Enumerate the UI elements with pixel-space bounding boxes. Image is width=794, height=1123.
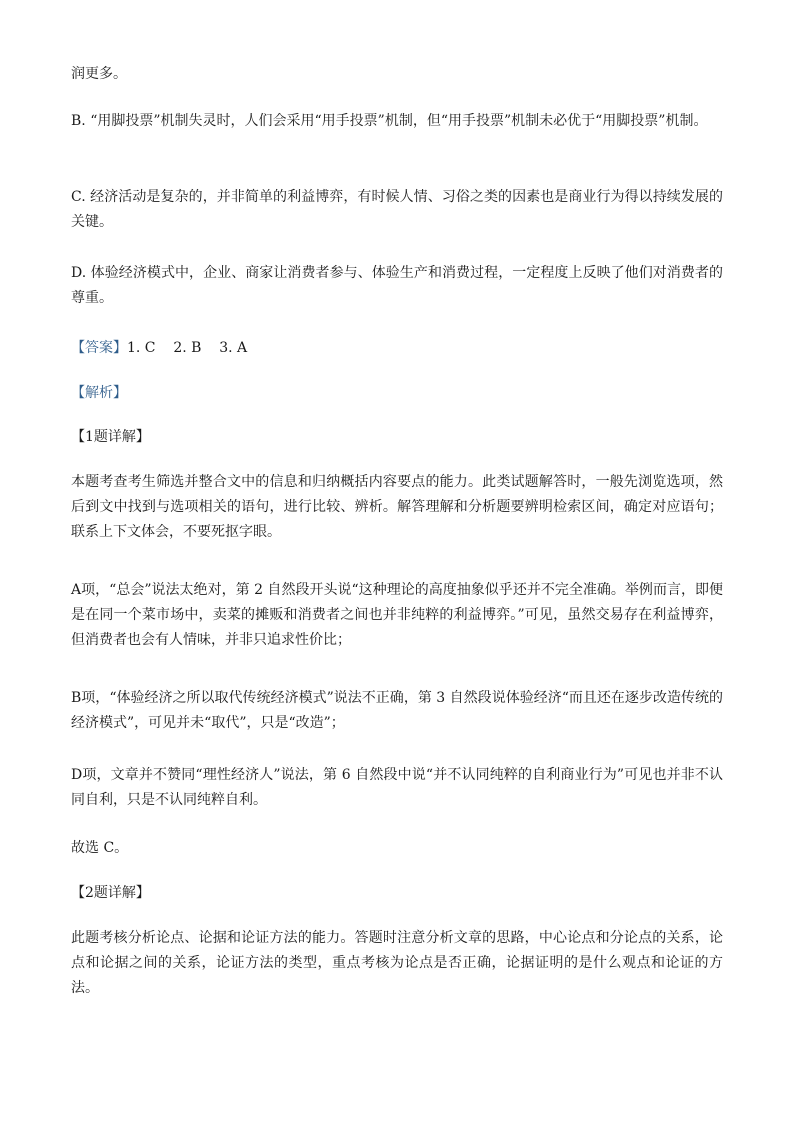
q1-option-b-analysis: B项，“体验经济之所以取代传统经济模式”说法不正确，第 3 自然段说体验经济“而且还在逐步改造传统的经济模式”，可见并未“取代”，只是“改造”； — [71, 690, 723, 731]
q1-heading: 【1题详解】 — [71, 429, 150, 445]
option-c: C. 经济活动是复杂的，并非简单的利益博弈，有时候人情、习俗之类的因素也是商业行为得以持续发展的关键。 — [71, 189, 723, 230]
q1-option-d-analysis: D项，文章并不赞同“理性经济人”说法，第 6 自然段中说“并不认同纯粹的自利商业行为”可见也并非不认同自利，只是不认同纯粹自利。 — [71, 767, 723, 808]
analysis-heading — [71, 381, 723, 406]
answer-line — [71, 336, 723, 361]
q2-heading: 【2题详解】 — [71, 885, 150, 901]
option-b: B. “用脚投票”机制失灵时，人们会采用“用手投票”机制，但“用手投票”机制未必优于“用脚投票”机制。 — [71, 113, 708, 129]
option-d: D. 体验经济模式中，企业、商家让消费者参与、体验生产和消费过程，一定程度上反映了他们对消费者的尊重。 — [71, 265, 723, 306]
q1-option-a-analysis: A项，“总会”说法太绝对，第 2 自然段开头说“这种理论的高度抽象似乎还并不完全准确。举例而言，即便是在同一个菜市场中，卖菜的摊贩和消费者之间也并非纯粹的利益博弈。”可见，虽然交易存在利益博弈，但消费者也会有人情味，并非只追求性价比； — [71, 582, 723, 648]
answer-tag: 【答案】 — [71, 340, 127, 356]
q1-intro: 本题考查考生筛选并整合文中的信息和归纳概括内容要点的能力。此类试题解答时，一般先浏览选项，然后到文中找到与选项相关的语句，进行比较、辨析。解答理解和分析题要辨明检索区间，确定对应语句；联系上下文体会，不要死抠字眼。 — [71, 474, 723, 540]
q2-intro: 此题考核分析论点、论据和论证方法的能力。答题时注意分析文章的思路，中心论点和分论点的关系，论点和论据之间的关系，论证方法的类型，重点考核为论点是否正确，论据证明的是什么观点和论证的方法。 — [71, 930, 723, 996]
analysis-tag: 【解析】 — [71, 385, 127, 401]
q1-conclusion: 故选 C。 — [71, 840, 129, 856]
paragraph-continuation: 润更多。 — [71, 66, 127, 82]
answer-text: 1. C 2. B 3. A — [127, 340, 248, 356]
